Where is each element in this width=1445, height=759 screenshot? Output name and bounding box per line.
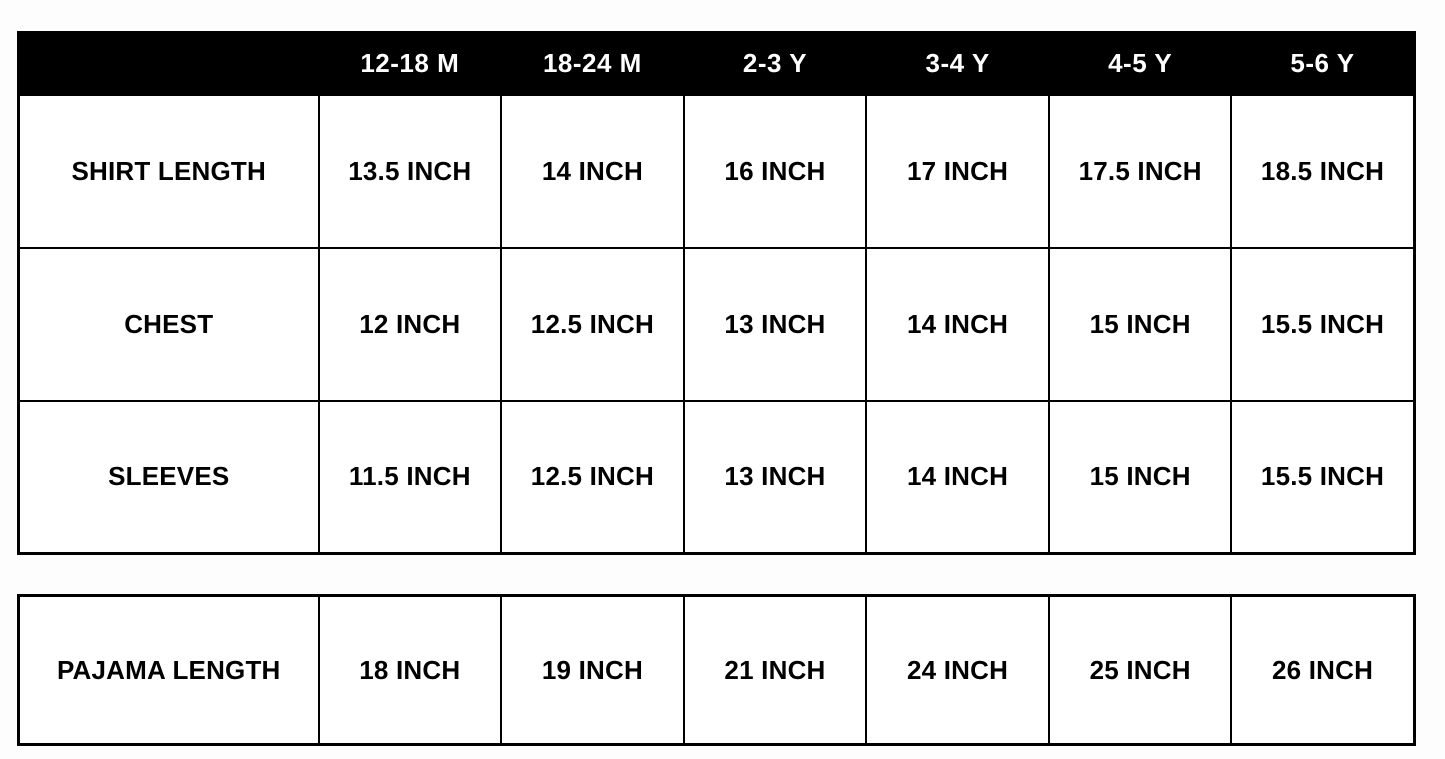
cell-value: 13 INCH [684, 248, 867, 401]
table-row-shirt-length [19, 95, 1415, 248]
header-cell-2-3y: 2-3 Y [684, 33, 867, 95]
cell-value: 15 INCH [1049, 248, 1232, 401]
cell-value: 16 INCH [684, 95, 867, 248]
cell-value: 25 INCH [1049, 596, 1232, 745]
cell-value: 14 INCH [866, 248, 1049, 401]
cell-value: 13.5 INCH [319, 95, 502, 248]
header-cell-blank [19, 33, 319, 95]
header-cell-5-6y: 5-6 Y [1231, 33, 1414, 95]
cell-value: 21 INCH [684, 596, 867, 745]
header-cell-4-5y: 4-5 Y [1049, 33, 1232, 95]
cell-value: 13 INCH [684, 401, 867, 554]
cell-value: 14 INCH [501, 95, 684, 248]
cell-value: 15.5 INCH [1231, 401, 1414, 554]
cell-value: 12 INCH [319, 248, 502, 401]
row-label-chest: CHEST [19, 248, 319, 401]
cell-value: 15.5 INCH [1231, 248, 1414, 401]
cell-value: 18 INCH [319, 596, 502, 745]
cell-value: 15 INCH [1049, 401, 1232, 554]
cell-value: 12.5 INCH [501, 248, 684, 401]
cell-value: 12.5 INCH [501, 401, 684, 554]
row-label-pajama-length: PAJAMA LENGTH [19, 596, 319, 745]
table-row-pajama-length [19, 596, 1415, 745]
cell-value: 11.5 INCH [319, 401, 502, 554]
cell-value: 19 INCH [501, 596, 684, 745]
table-row-chest [19, 248, 1415, 401]
header-cell-3-4y: 3-4 Y [866, 33, 1049, 95]
row-label-shirt-length: SHIRT LENGTH [19, 95, 319, 248]
size-chart-main-table [17, 31, 1416, 555]
cell-value: 14 INCH [866, 401, 1049, 554]
cell-value: 17.5 INCH [1049, 95, 1232, 248]
table-row-sleeves [19, 401, 1415, 554]
cell-value: 18.5 INCH [1231, 95, 1414, 248]
header-cell-12-18m: 12-18 M [319, 33, 502, 95]
header-cell-18-24m: 18-24 M [501, 33, 684, 95]
row-label-sleeves: SLEEVES [19, 401, 319, 554]
pajama-length-table [17, 594, 1416, 746]
size-header-row [19, 33, 1415, 95]
cell-value: 26 INCH [1231, 596, 1414, 745]
cell-value: 24 INCH [866, 596, 1049, 745]
cell-value: 17 INCH [866, 95, 1049, 248]
